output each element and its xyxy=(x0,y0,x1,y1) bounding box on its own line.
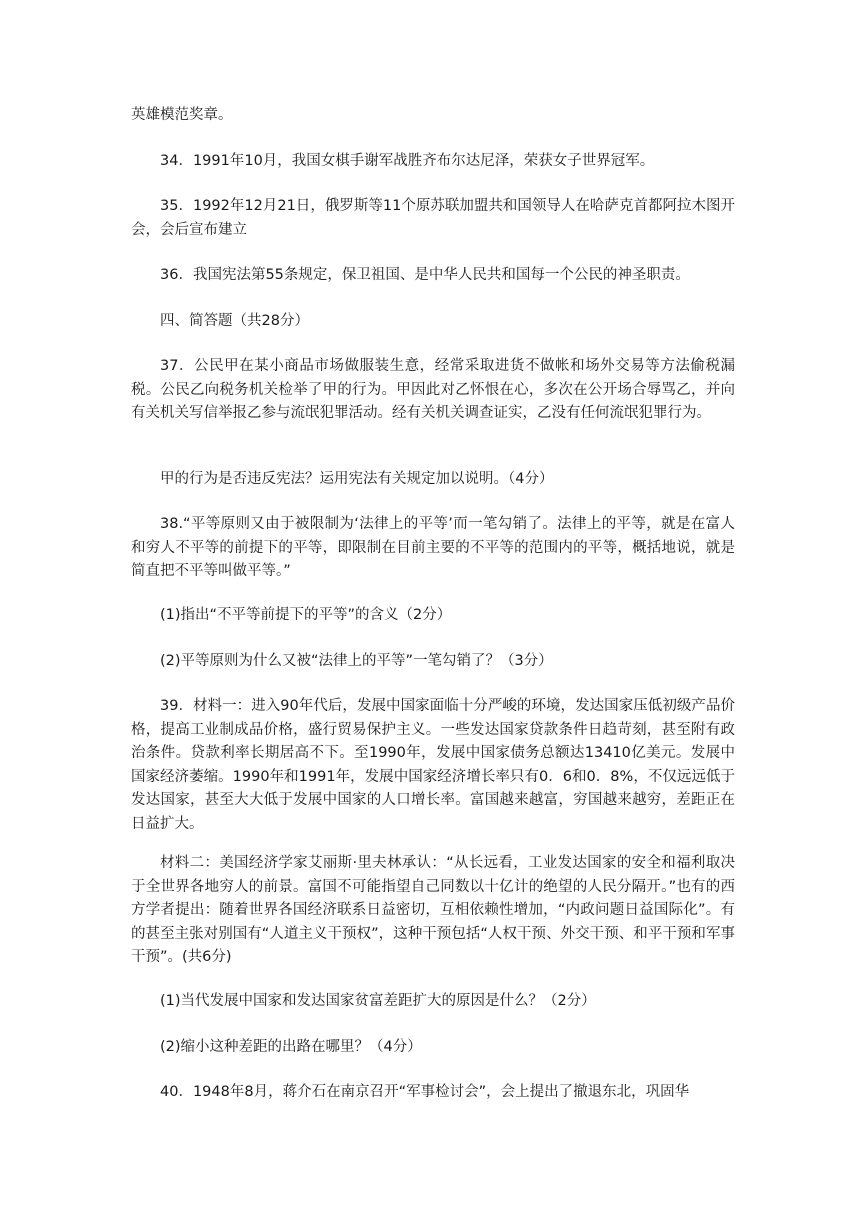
question-37-prompt: 甲的行为是否违反宪法？运用宪法有关规定加以说明。（4分） xyxy=(160,471,554,487)
question-38-part-2: (2)平等原则为什么又被“法律上的平等”一笔勾销了？（3分） xyxy=(160,653,553,669)
question-38-part-1: (1)指出“不平等前提下的平等”的含义（2分） xyxy=(160,607,452,623)
question-40: 40．1948年8月，蒋介石在南京召开“军事检讨会”，会上提出了撤退东北，巩固华 xyxy=(160,1084,690,1100)
question-39-material-1: 39．材料一：进入90年代后，发展中国家面临十分严峻的环境，发达国家压低初级产品价格，提高工业制成品价格，盛行贸易保护主义。一些发达国家贷款条件日趋苛刻，甚至附有政治条件。贷款利率长期居高不下。至1990年，发展中国家债务总额达13410亿美元。发展中国家经济萎缩。1990年和1991年，发展中国家经济增长率只有0．6和0．8%，不仅远远低于发达国家，甚至大大低于发展中国家的人口增长率。富国越来越富，穷国越来越穷，差距正在日益扩大。 xyxy=(131,698,735,832)
question-39-material-2: 材料二：美国经济学家艾丽斯·里夫林承认：“从长远看，工业发达国家的安全和福利取决于全世界各地穷人的前景。富国不可能指望自己同数以十亿计的绝望的人民分隔开。”也有的西方学者提出：随着世界各国经济联系日益密切，互相依赖性增加，“内政问题日益国际化”。有的甚至主张对别国有“人道主义干预权”，这种干预包括“人权干预、外交干预、和平干预和军事干预”。(共6分) xyxy=(131,855,735,965)
question-35: 35．1992年12月21日，俄罗斯等11个原苏联加盟共和国领导人在哈萨克首都阿拉木图开会，会后宣布建立 xyxy=(131,198,735,238)
question-38: 38.“平等原则又由于被限制为‘法律上的平等’而一笔勾销了。法律上的平等，就是在富人和穷人不平等的前提下的平等，即限制在目前主要的不平等的范围内的平等，概括地说，就是简直把不平等叫做平等。” xyxy=(131,516,735,579)
question-39-part-1: (1)当代发展中国家和发达国家贫富差距扩大的原因是什么？（2分） xyxy=(160,993,596,1009)
section-heading-short-answer: 四、简答题（共28分） xyxy=(160,313,309,329)
paragraph-continuation: 英雄模范奖章。 xyxy=(131,107,233,123)
question-34: 34．1991年10月，我国女棋手谢军战胜齐布尔达尼泽，荣获女子世界冠军。 xyxy=(160,153,655,169)
question-36: 36．我国宪法第55条规定，保卫祖国、是中华人民共和国每一个公民的神圣职责。 xyxy=(160,267,690,283)
question-37: 37．公民甲在某小商品市场做服装生意，经常采取进货不做帐和场外交易等方法偷税漏税。公民乙向税务机关检举了甲的行为。甲因此对乙怀恨在心，多次在公开场合辱骂乙，并向有关机关写信举报乙参与流氓犯罪活动。经有关机关调查证实，乙没有任何流氓犯罪行为。 xyxy=(131,358,735,421)
question-39-part-2: (2)缩小这种差距的出路在哪里？（4分） xyxy=(160,1039,422,1055)
